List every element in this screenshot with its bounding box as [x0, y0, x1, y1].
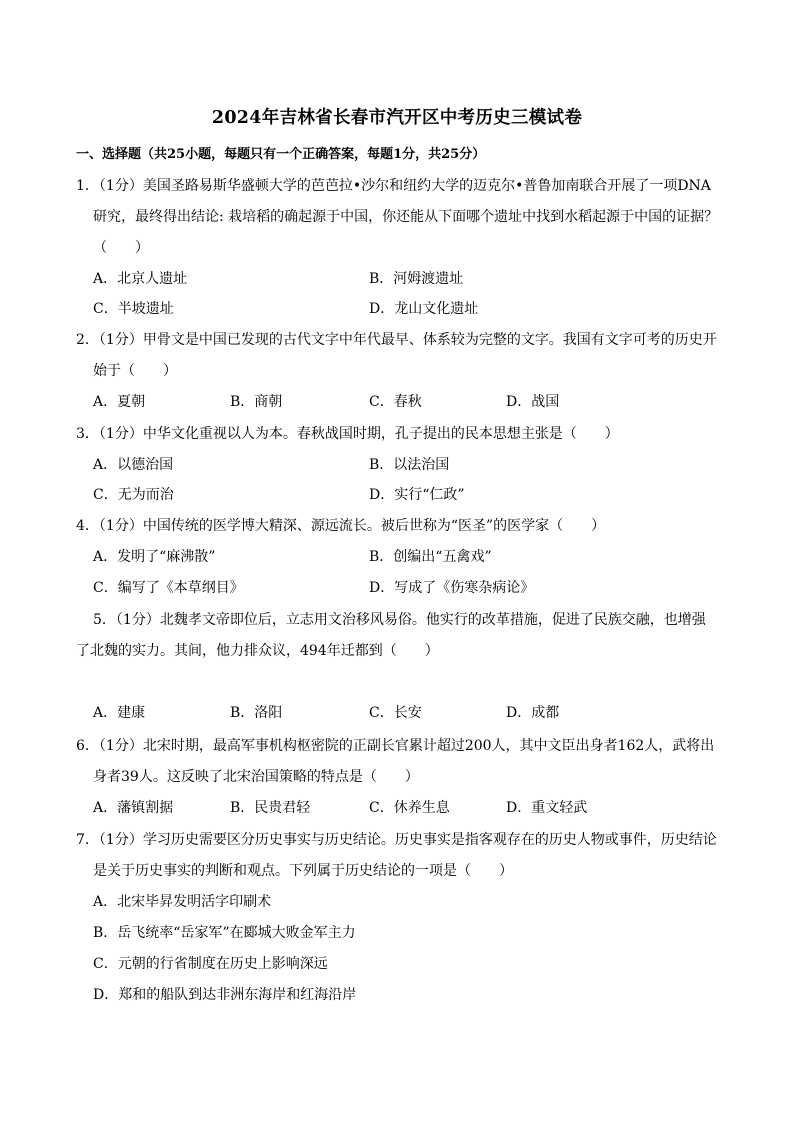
question-5-option-d: D．成都	[506, 705, 560, 721]
question-6-option-c: C．休养生息	[369, 800, 450, 816]
question-4-line-1: 4．（1分）中国传统的医学博大精深、源远流长。被后世称为“医圣”的医学家（ ）	[76, 518, 606, 534]
question-5-option-c: C．长安	[369, 705, 422, 721]
question-2-option-a: A．夏朝	[93, 394, 146, 410]
section-heading: 一、选择题（共25小题，每题只有一个正确答案，每题1分，共25分）	[76, 147, 486, 162]
question-1-option-d: D．龙山文化遗址	[369, 301, 479, 317]
question-6-option-a: A．藩镇割据	[93, 800, 174, 816]
question-2-option-d: D．战国	[506, 394, 560, 410]
question-1-option-b: B．河姆渡遗址	[369, 271, 464, 287]
question-4-option-d: D．写成了《伤寒杂病论》	[369, 580, 535, 596]
question-3-option-d: D．实行“仁政”	[369, 487, 465, 503]
question-2-option-b: B．商朝	[230, 394, 283, 410]
question-6-option-b: B．民贵君轻	[230, 800, 311, 816]
question-3-option-a: A．以德治国	[93, 457, 174, 473]
question-5-line-2: 了北魏的实力。其间，他力排众议，494年迁都到（ ）	[76, 643, 439, 659]
question-7-line-1: 7．（1分）学习历史需要区分历史事实与历史结论。历史事实是指客观存在的历史人物或事件，历史结论	[76, 832, 717, 848]
question-1-line-3: （ ）	[93, 240, 149, 256]
question-7-option-d: D．郑和的船队到达非洲东海岸和红海沿岸	[93, 987, 357, 1003]
question-5-line-1: 5．（1分）北魏孝文帝即位后，立志用文治移风易俗。他实行的改革措施，促进了民族交融，也增强	[93, 612, 706, 628]
question-1-option-a: A．北京人遗址	[93, 271, 188, 287]
question-2-line-2: 始于（ ）	[93, 363, 177, 379]
question-6-line-1: 6．（1分）北宋时期，最高军事机构枢密院的正副长官累计超过200人，其中文臣出身者162人，武将出	[76, 738, 715, 754]
question-1-option-c: C．半坡遗址	[93, 301, 174, 317]
question-7-option-b: B．岳飞统率“岳家军”在郾城大败金军主力	[93, 925, 356, 941]
question-5-option-b: B．洛阳	[230, 705, 283, 721]
question-7-option-a: A．北宋毕昇发明活字印刷术	[93, 894, 272, 910]
question-6-option-d: D．重文轻武	[506, 800, 588, 816]
question-3-line-1: 3．（1分）中华文化重视以人为本。春秋战国时期，孔子提出的民本思想主张是（ ）	[76, 426, 619, 442]
question-1-line-2: 研究，最终得出结论: 栽培稻的确起源于中国，你还能从下面哪个遗址中找到水稻起源于中国的证据？	[93, 209, 719, 225]
question-7-option-c: C．元朝的行省制度在历史上影响深远	[93, 956, 328, 972]
question-5-option-a: A．建康	[93, 705, 146, 721]
question-1-line-1: 1．（1分）美国圣路易斯华盛顿大学的芭芭拉•沙尔和纽约大学的迈克尔•普鲁加南联合开展了一项DNA	[76, 178, 711, 194]
question-2-line-1: 2．（1分）甲骨文是中国已发现的古代文字中年代最早、体系较为完整的文字。我国有文字可考的历史开	[76, 332, 717, 348]
question-4-option-a: A．发明了“麻沸散”	[93, 549, 216, 565]
question-3-option-c: C．无为而治	[93, 487, 174, 503]
question-4-option-c: C．编写了《本草纲目》	[93, 580, 244, 596]
question-4-option-b: B．创编出“五禽戏”	[369, 549, 492, 565]
page-title: 2024年吉林省长春市汽开区中考历史三模试卷	[211, 108, 583, 128]
question-7-line-2: 是关于历史事实的判断和观点。下列属于历史结论的一项是（ ）	[93, 863, 513, 879]
question-3-option-b: B．以法治国	[369, 457, 450, 473]
question-2-option-c: C．春秋	[369, 394, 422, 410]
question-6-line-2: 身者39人。这反映了北宋治国策略的特点是（ ）	[93, 769, 419, 785]
